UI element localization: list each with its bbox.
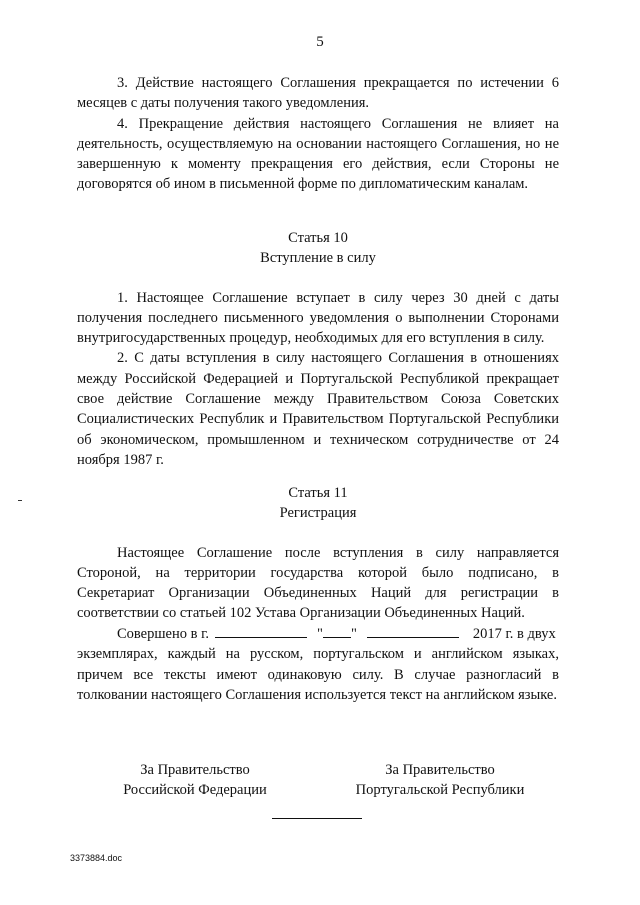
- done-at-first-line: [77, 624, 559, 644]
- done-at-prefix: Совершено в г.: [117, 626, 210, 642]
- article-10-title: Вступление в силу: [260, 250, 376, 267]
- signature-portugal-line1: За Правительство: [385, 762, 495, 778]
- done-at-text: экземплярах, каждый на русском, португальском и английском языках, причем все тексты имеют одинаковую силу. В случае разногласий в толковании настоящего Соглашения используется текст на английском языке.: [77, 646, 559, 703]
- article-10: [77, 228, 559, 470]
- signature-russia-line1: За Правительство: [140, 762, 250, 778]
- done-at-year: 2017 г. в двух: [472, 626, 556, 642]
- signature-block-russia: [100, 760, 290, 800]
- signature-russia-line2: Российской Федерации: [123, 782, 267, 798]
- art9-paragraph-3: 3. Действие настоящего Соглашения прекращается по истечении 6 месяцев с даты получения такого уведомления.: [77, 75, 559, 112]
- end-rule: [272, 818, 362, 819]
- done-at-clause: [77, 624, 559, 705]
- art11-paragraph-1: Настоящее Соглашение после вступления в силу направляется Стороной, на территории государства которой было подписано, в Секретариат Организации Объединенных Наций для регистрации в соответствии со статьей 102 Устава Организации Объединенных Наций.: [77, 544, 559, 622]
- quote-open: ": [317, 626, 323, 642]
- quote-close: ": [350, 626, 357, 642]
- art10-paragraph-1: 1. Настоящее Соглашение вступает в силу через 30 дней с даты получения последнего письменного уведомления о выполнении Сторонами внутригосударственных процедур, необходимых для его вступления в силу.: [77, 289, 559, 347]
- article-11: [77, 483, 559, 624]
- art10-paragraph-2: 2. С даты вступления в силу настоящего Соглашения в отношениях между Российской Федерацией и Португальской Республикой прекращает свое действие Соглашение между Правительством Союза Советских Социалистических Республик и Правительством Португальской Республики об экономическом, промышленном и техническом сотрудничестве от 24 ноября 1987 г.: [77, 350, 559, 468]
- signature-portugal-line2: Португальской Республики: [355, 782, 525, 798]
- art9-paragraph-4: 4. Прекращение действия настоящего Соглашения не влияет на деятельность, осуществляемую на основании настоящего Соглашения, но не завершенную к моменту прекращения его действия, если Стороны не договорятся об ином в письменной форме по дипломатическим каналам.: [77, 115, 559, 193]
- day-blank-line: [323, 624, 351, 638]
- place-blank-line: [215, 624, 307, 638]
- file-id: 3373884.doc: [70, 853, 123, 863]
- article-11-title: Регистрация: [279, 505, 357, 522]
- month-blank-line: [367, 624, 459, 638]
- article-11-number: Статья 11: [288, 485, 348, 501]
- signature-block-portugal: [340, 760, 540, 800]
- margin-mark: [18, 500, 22, 501]
- page-number: 5: [316, 34, 324, 50]
- article-10-number: Статья 10: [288, 230, 348, 246]
- article-9-continuation: [77, 73, 559, 195]
